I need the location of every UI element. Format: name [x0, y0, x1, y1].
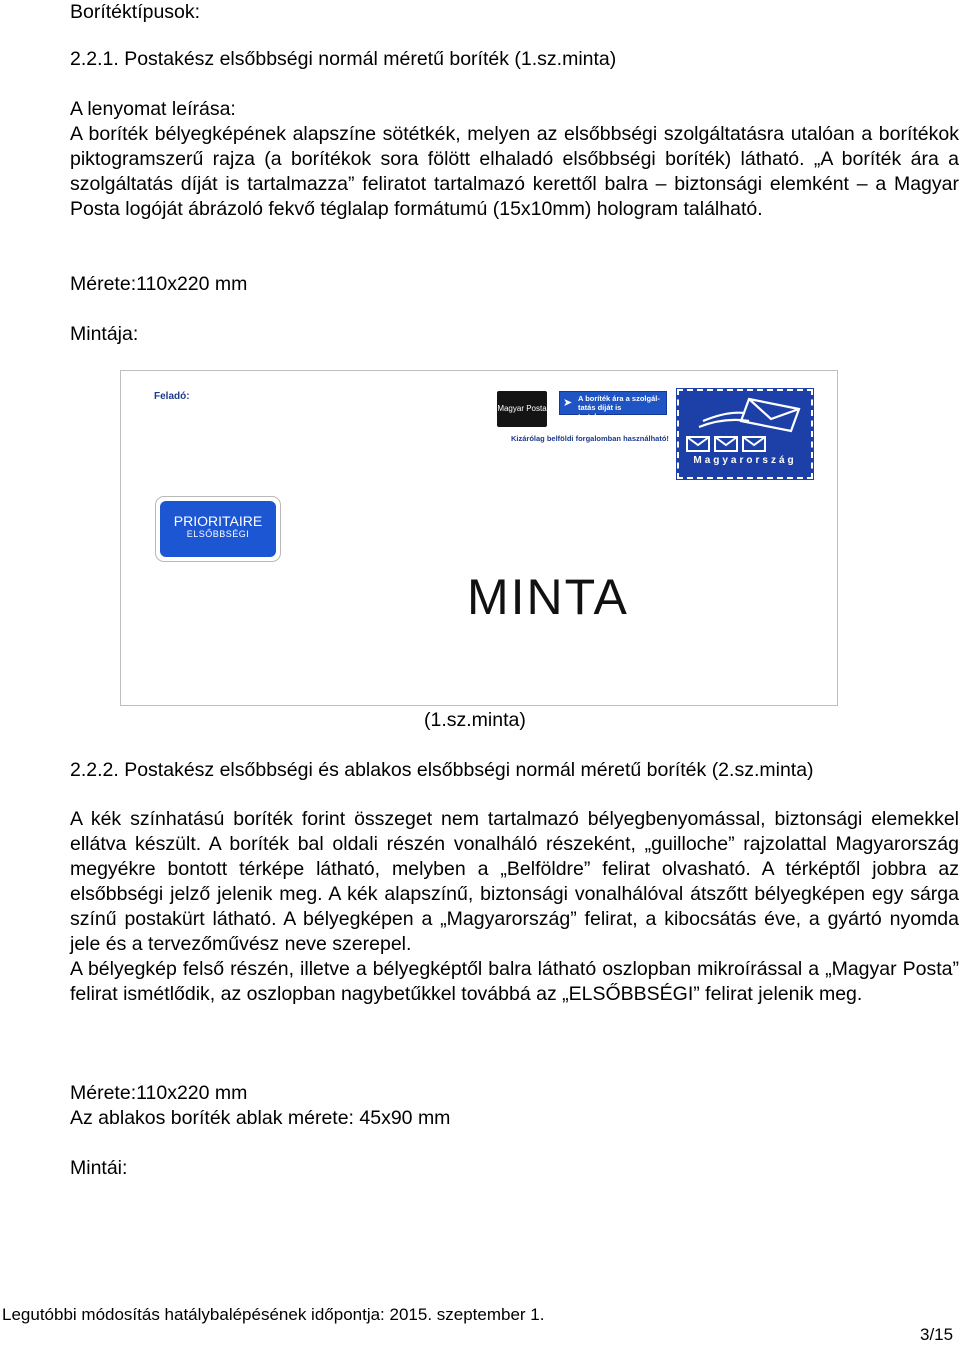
- priority-label-frame: [155, 496, 281, 562]
- price-note-text: A boríték ára a szolgál-tatás díját is tartalmazza.: [578, 394, 660, 421]
- page-number: 3/15: [920, 1325, 954, 1344]
- figure-caption: (1.sz.minta): [424, 709, 526, 731]
- domestic-use-note: Kizárólag belföldi forgalomban használható!: [511, 434, 669, 443]
- page-heading: Borítéktípusok:: [70, 1, 201, 23]
- postage-stamp: [677, 389, 813, 479]
- priority-label: [160, 501, 276, 557]
- size-line-2: Mérete:110x220 mm: [70, 1082, 248, 1104]
- description-label: A lenyomat leírása:: [70, 98, 236, 120]
- samples-label: Mintái:: [70, 1157, 128, 1179]
- arrow-right-icon: ➤: [563, 397, 573, 409]
- section2-paragraphs: [70, 807, 959, 1007]
- section-title-2-2-1: 2.2.1. Postakész elsőbbségi normál méretű boríték (1.sz.minta): [70, 48, 617, 70]
- hologram-logo: [497, 391, 547, 427]
- envelope-sample-image: [120, 370, 838, 706]
- footer-effective-date: Legutóbbi módosítás hatálybalépésének időpontja: 2015. szeptember 1.: [2, 1305, 545, 1324]
- description-text: A boríték bélyegképének alapszíne sötétkék, melyen az elsőbbségi szolgáltatásra utalóan a borítékok piktogramszerű rajza (a borítékok sora fölött elhaladó elsőbbségi boríték) látható. „A boríték ára a szolgáltatás díját is tartalmazza” feliratot tartalmazó kerettől balra – biztonsági elemként – a Magyar Posta logóját ábrázoló fekvő téglalap formátumú (15x10mm) hologram található.: [70, 123, 959, 220]
- priority-label-main: PRIORITAIRE: [173, 513, 263, 529]
- priority-label-sub: ELSŐBBSÉGI: [186, 529, 250, 539]
- sample-watermark: MINTA: [467, 569, 629, 625]
- size-line-1: Mérete:110x220 mm: [70, 273, 248, 295]
- hologram-logo-text: Magyar Posta: [497, 404, 547, 413]
- price-note-box: [559, 391, 667, 421]
- section2-paragraph-2: A bélyegkép felső részén, illetve a bélyegképtől balra látható oszlopban mikroírással a „Magyar Posta” felirat ismétlődik, az oszlopban nagybetűkkel továbbá az „ELSŐBBSÉGI” felirat jelenik meg.: [70, 958, 959, 1005]
- section-title-2-2-2: 2.2.2. Postakész elsőbbségi és ablakos elsőbbségi normál méretű boríték (2.sz.minta): [70, 759, 814, 781]
- sample-label: Mintája:: [70, 323, 139, 345]
- envelope-sender-label: Feladó:: [154, 391, 190, 402]
- window-size-line: Az ablakos boríték ablak mérete: 45x90 mm: [70, 1107, 451, 1129]
- description-paragraph: [70, 122, 959, 222]
- stamp-country-text: Magyarország: [693, 455, 797, 466]
- section2-paragraph-1: A kék színhatású boríték forint összeget nem tartalmazó bélyegbenyomással, biztonsági elemekkel ellátva készült. A boríték bal oldali részén vonalháló részeként, „guilloche” rajzolattal Magyarország megyékre bontott térképe látható, melyben a „Belföldre” felirat olvasható. A térképtől jobbra az elsőbbségi jelző jelenik meg. A kék alapszínű, biztonsági vonalhálóval átszőtt bélyegképen egy sárga színű postakürt látható. A bélyegképen a „Magyarország” felirat, a kibocsátás éve, a gyártó nyomda jele és a tervezőművész neve szerepel.: [70, 808, 959, 955]
